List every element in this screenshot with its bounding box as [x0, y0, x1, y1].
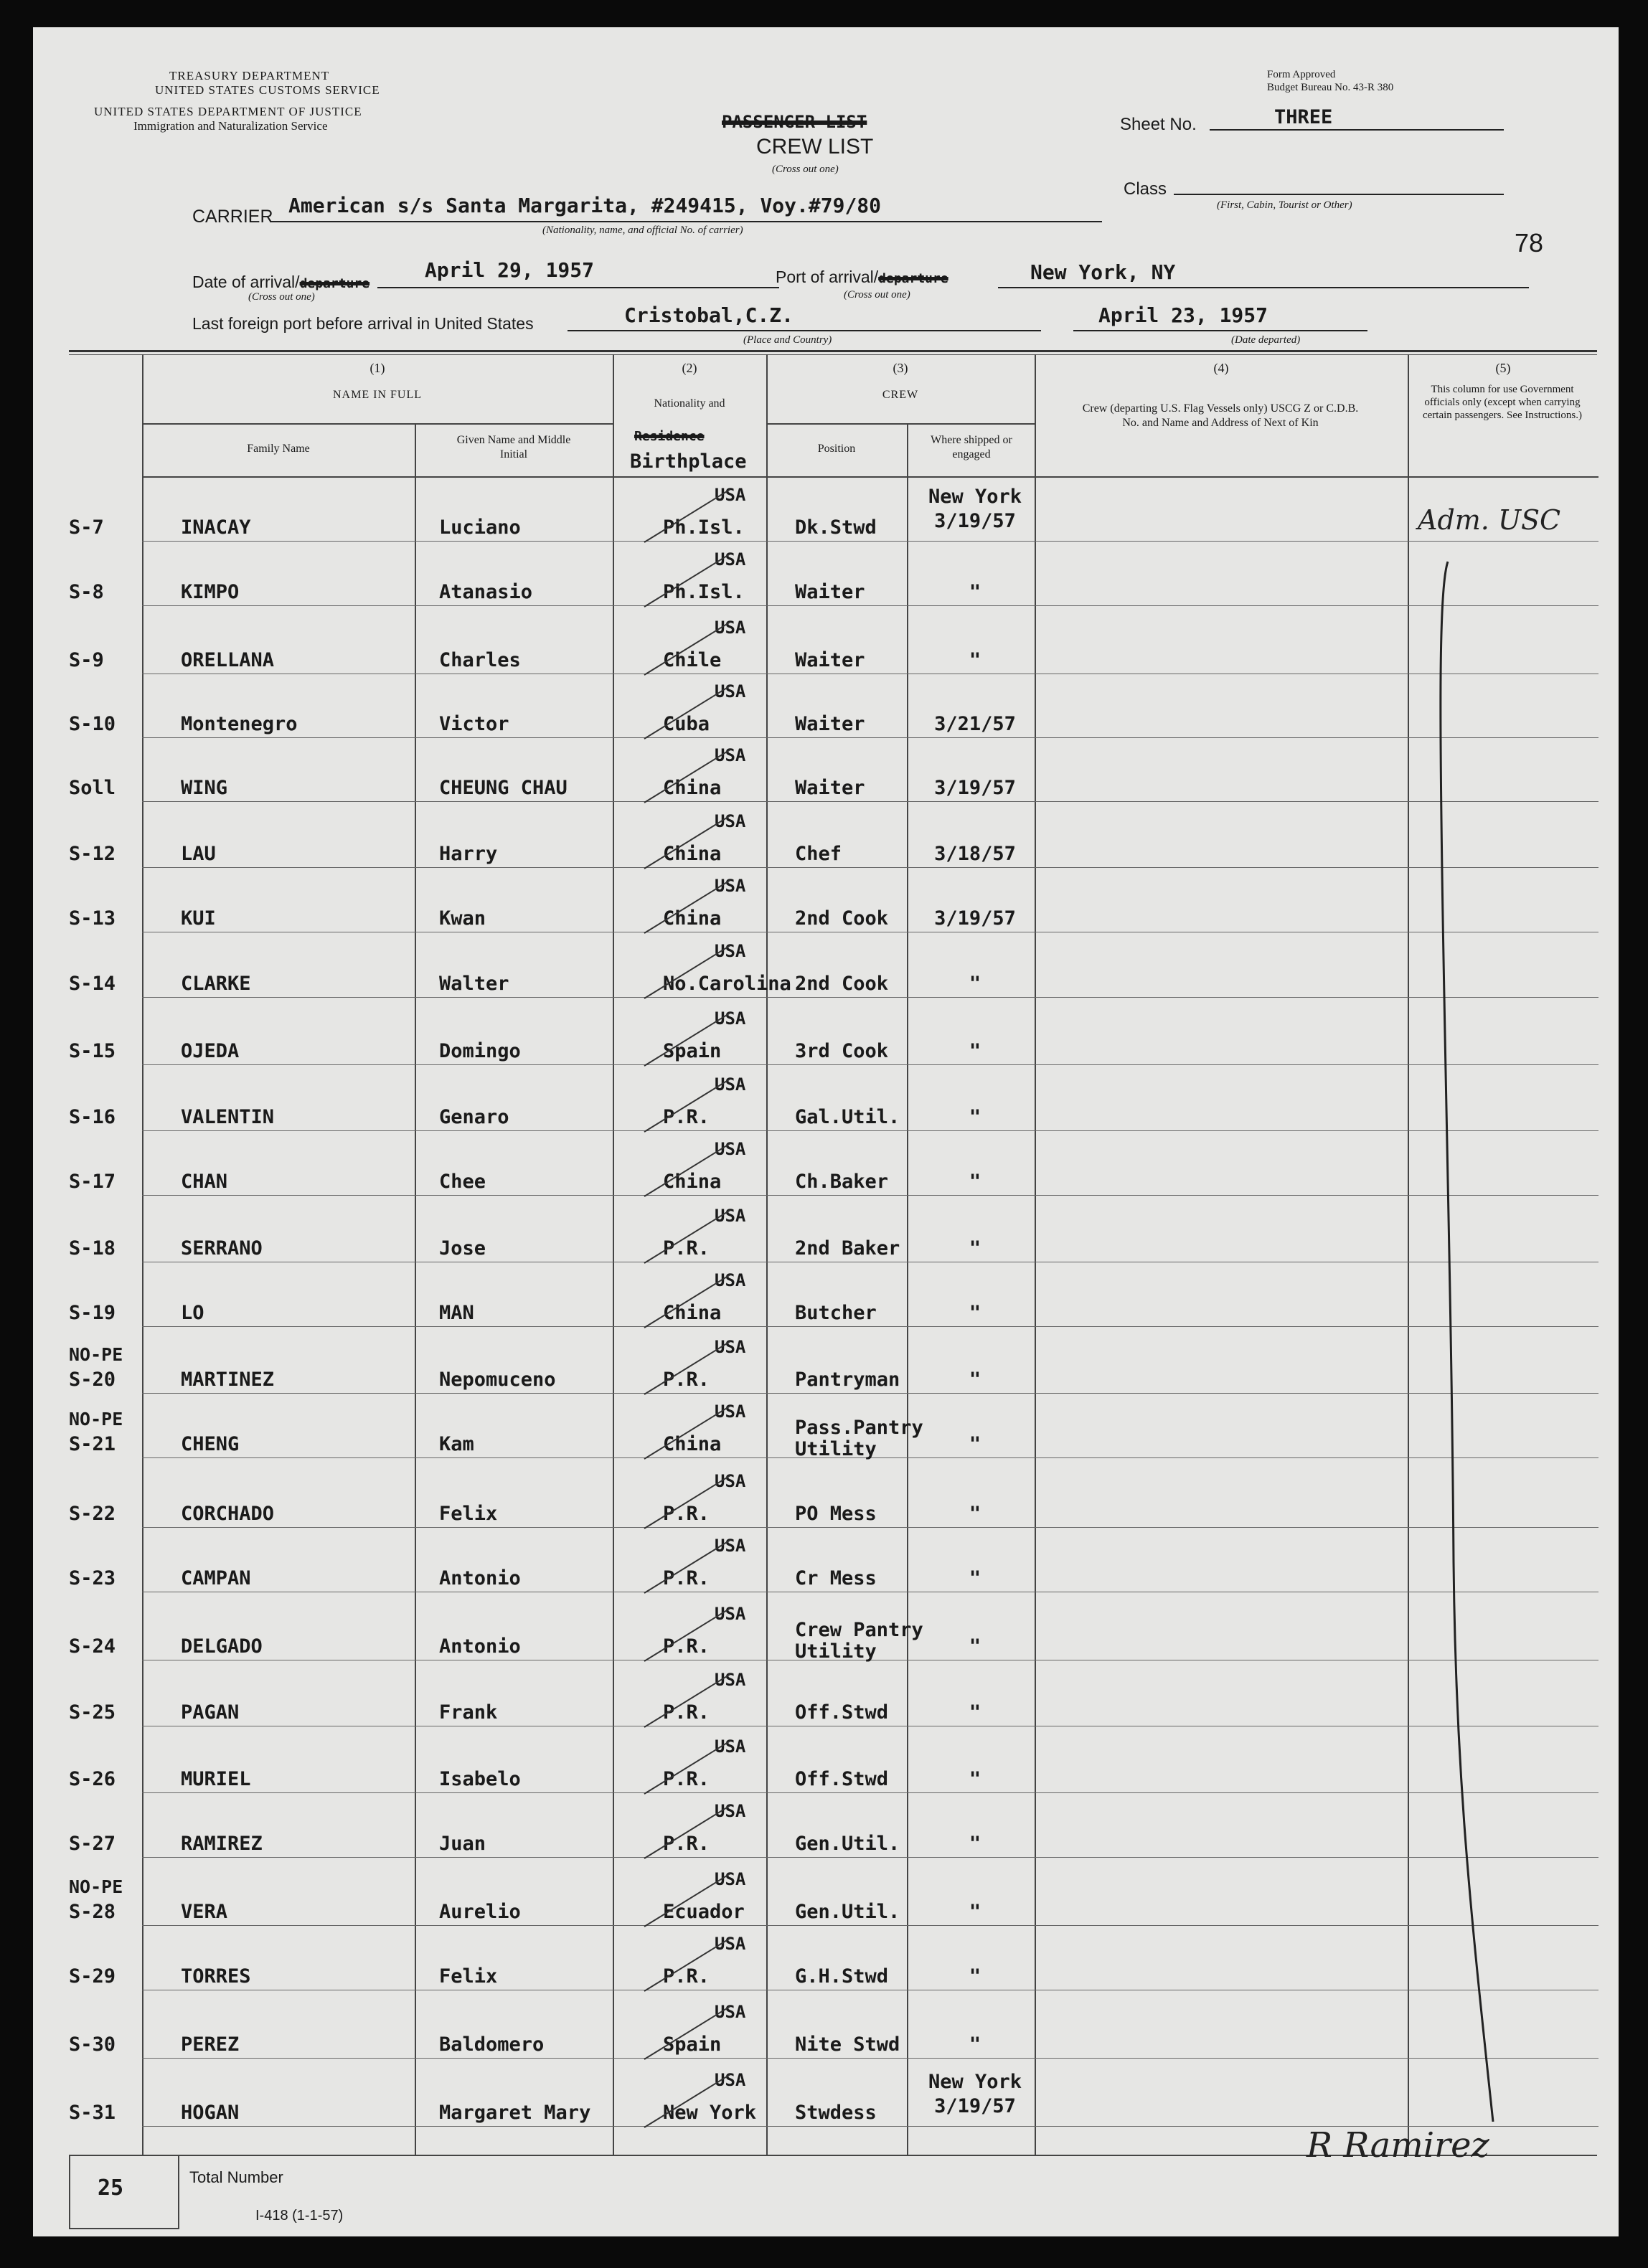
nationality-usa: USA	[715, 876, 746, 896]
row-separator	[142, 997, 1598, 998]
given-name: Juan	[439, 1833, 486, 1855]
family-name: KUI	[181, 907, 216, 930]
agency-line-1: TREASURY DEPARTMENT	[169, 69, 330, 82]
position: 2nd Cook	[795, 973, 889, 995]
position: Off.Stwd	[795, 1768, 889, 1790]
nationality-usa: USA	[715, 745, 746, 765]
where-engaged: "	[969, 973, 981, 995]
where-engaged: "	[969, 581, 981, 603]
birthplace: Cuba	[663, 713, 710, 735]
nationality-usa: USA	[715, 1536, 746, 1556]
position: Waiter	[795, 777, 865, 799]
where-engaged: New York 3/19/57	[928, 2071, 1022, 2117]
birthplace: China	[663, 843, 722, 865]
where-engaged: "	[969, 1302, 981, 1324]
row-number: S-9	[69, 649, 104, 671]
where-engaged: "	[969, 1965, 981, 1988]
where-engaged: "	[969, 1171, 981, 1193]
col2-num: (2)	[682, 361, 697, 375]
birthplace: Ph.Isl.	[663, 581, 745, 603]
nationality-check-mark	[637, 1269, 738, 1333]
nationality-usa: USA	[715, 1270, 746, 1290]
col-line-5	[1408, 354, 1409, 2155]
nationality-check-mark	[637, 1534, 738, 1599]
col5-num: (5)	[1495, 361, 1511, 375]
family-name: CLARKE	[181, 973, 251, 995]
birthplace: Chile	[663, 649, 722, 671]
given-name: CHEUNG CHAU	[439, 777, 568, 799]
nationality-usa: USA	[715, 941, 746, 961]
nationality-usa: USA	[715, 1139, 746, 1159]
nationality-check-mark	[637, 1800, 738, 1864]
where-engaged: New York 3/19/57	[928, 486, 1022, 532]
last-port-label: Last foreign port before arrival in United States	[192, 314, 534, 333]
position: Waiter	[795, 649, 865, 671]
nationality-check-mark	[637, 1735, 738, 1800]
given-name: Harry	[439, 843, 498, 865]
row-separator	[142, 605, 1598, 606]
row-number: S-18	[69, 1237, 116, 1260]
nationality-usa: USA	[715, 811, 746, 831]
nationality-check-mark	[637, 548, 738, 613]
nationality-check-mark	[637, 744, 738, 808]
family-name: KIMPO	[181, 581, 240, 603]
position: PO Mess	[795, 1503, 877, 1525]
row-number: S-20	[69, 1369, 116, 1391]
family-name: HOGAN	[181, 2102, 240, 2124]
given-name: Victor	[439, 713, 509, 735]
nationality-usa: USA	[715, 1801, 746, 1821]
carrier-underline	[270, 221, 1102, 222]
carrier-note: (Nationality, name, and official No. of carrier)	[542, 225, 743, 236]
where-engaged: 3/19/57	[934, 907, 1016, 930]
row-separator	[142, 1857, 1598, 1858]
row-number: S-19	[69, 1302, 116, 1324]
col2-birthplace: Birthplace	[630, 450, 747, 473]
row-number: S-16	[69, 1106, 116, 1128]
nationality-usa: USA	[715, 1206, 746, 1226]
row-number: S-14	[69, 973, 116, 995]
col1-given-name: Given Name and Middle Initial	[456, 434, 571, 460]
nationality-check-mark	[637, 483, 738, 548]
position: Waiter	[795, 713, 865, 735]
given-name: Chee	[439, 1171, 486, 1193]
family-name: MURIEL	[181, 1768, 251, 1790]
where-engaged: 3/18/57	[934, 843, 1016, 865]
nationality-check-mark	[637, 1007, 738, 1072]
sheet-underline	[1210, 129, 1504, 131]
where-engaged: "	[969, 1833, 981, 1855]
birthplace: No.Carolina	[663, 973, 791, 995]
nationality-check-mark	[637, 680, 738, 745]
col3-title: CREW	[882, 389, 919, 401]
hdr-bottom-line	[142, 476, 1598, 478]
given-name: Frank	[439, 1701, 498, 1724]
page-number: 78	[1515, 228, 1544, 257]
row-number: S-17	[69, 1171, 116, 1193]
row-number: S-26	[69, 1768, 116, 1790]
given-name: Antonio	[439, 1567, 521, 1589]
row-separator	[142, 1326, 1598, 1327]
agency-line-4: Immigration and Naturalization Service	[133, 119, 328, 133]
nationality-usa: USA	[715, 1008, 746, 1029]
row-pe-mark: NO-PE	[69, 1876, 123, 1897]
given-name: Antonio	[439, 1635, 521, 1658]
family-name: PAGAN	[181, 1701, 240, 1724]
nationality-usa: USA	[715, 1337, 746, 1357]
position: 2nd Cook	[795, 907, 889, 930]
row-number: S-21	[69, 1433, 116, 1455]
position: Waiter	[795, 581, 865, 603]
position: Gal.Util.	[795, 1106, 900, 1128]
birthplace: Ph.Isl.	[663, 516, 745, 539]
last-port-date-underline	[1073, 330, 1367, 331]
row-number: S-25	[69, 1701, 116, 1724]
agency-line-2: UNITED STATES CUSTOMS SERVICE	[155, 83, 380, 97]
class-note: (First, Cabin, Tourist or Other)	[1217, 199, 1352, 211]
form-approved: Form Approved	[1267, 69, 1336, 80]
nationality-usa: USA	[715, 1934, 746, 1954]
family-name: RAMIREZ	[181, 1833, 263, 1855]
crew-list-title: CREW LIST	[756, 135, 874, 159]
column5-long-stroke	[1432, 558, 1518, 2136]
birthplace: P.R.	[663, 1237, 710, 1260]
family-name: Montenegro	[181, 713, 298, 735]
given-name: Jose	[439, 1237, 486, 1260]
given-name: Kam	[439, 1433, 474, 1455]
where-engaged: "	[969, 1567, 981, 1589]
col4-title: Crew (departing U.S. Flag Vessels only) USCG Z or C.D.B. No. and Name and Address of Next of Kin	[1082, 402, 1359, 429]
birthplace: China	[663, 777, 722, 799]
col-line-3b	[907, 423, 908, 2155]
where-engaged: "	[969, 649, 981, 671]
col4-num: (4)	[1213, 361, 1229, 375]
position: Stwdess	[795, 2102, 877, 2124]
date-arrival-underline	[377, 287, 779, 288]
row-separator	[142, 1527, 1598, 1528]
position: Off.Stwd	[795, 1701, 889, 1724]
birthplace: P.R.	[663, 1567, 710, 1589]
where-engaged: "	[969, 1237, 981, 1260]
position: Pass.Pantry Utility	[795, 1417, 923, 1460]
row-separator	[142, 541, 1598, 542]
birthplace: Spain	[663, 2033, 722, 2056]
row-separator	[142, 1393, 1598, 1394]
col-line-2	[613, 354, 614, 2155]
position: 2nd Baker	[795, 1237, 900, 1260]
given-name: Felix	[439, 1965, 498, 1988]
port-arrival-label: Port of arrival/departure	[776, 268, 948, 286]
where-engaged: "	[969, 1369, 981, 1391]
table-top-border-2	[69, 354, 1597, 355]
birthplace: P.R.	[663, 1106, 710, 1128]
family-name: PEREZ	[181, 2033, 240, 2056]
col2-title: Nationality and	[654, 397, 725, 410]
birthplace: P.R.	[663, 1768, 710, 1790]
nationality-check-mark	[637, 2069, 738, 2133]
row-number: S-13	[69, 907, 116, 930]
where-engaged: 3/21/57	[934, 713, 1016, 735]
nationality-usa: USA	[715, 2070, 746, 2090]
total-label: Total Number	[189, 2168, 283, 2186]
col3-position: Position	[817, 443, 856, 455]
birthplace: China	[663, 907, 722, 930]
row-separator	[142, 737, 1598, 738]
nationality-check-mark	[637, 2000, 738, 2065]
position: 3rd Cook	[795, 1040, 889, 1062]
hdr-line-3	[766, 423, 1035, 425]
row-number: S-8	[69, 581, 104, 603]
carrier-value: American s/s Santa Margarita, #249415, Voy.#79/80	[288, 194, 882, 217]
carrier-label: CARRIER	[192, 207, 273, 227]
total-box	[69, 2156, 179, 2229]
birthplace: Ecuador	[663, 1901, 745, 1923]
hdr-line-1	[142, 423, 613, 425]
row-separator	[142, 1195, 1598, 1196]
birthplace: P.R.	[663, 1965, 710, 1988]
where-engaged: 3/19/57	[934, 777, 1016, 799]
given-name: Kwan	[439, 907, 486, 930]
birthplace: China	[663, 1302, 722, 1324]
sheet-label: Sheet No.	[1120, 115, 1197, 134]
last-port-date-note: (Date departed)	[1231, 334, 1301, 346]
last-port-value: Cristobal,C.Z.	[624, 303, 794, 327]
col2-residence-struck: Residence	[634, 429, 705, 444]
birthplace: New York	[663, 2102, 757, 2124]
nationality-check-mark	[637, 1602, 738, 1667]
nationality-check-mark	[637, 1138, 738, 1202]
last-port-note: (Place and Country)	[743, 334, 832, 346]
nationality-usa: USA	[715, 681, 746, 701]
birthplace: P.R.	[663, 1503, 710, 1525]
col5-title: This column for use Government officials only (except when carrying certain passengers. See Instructions.)	[1422, 384, 1582, 421]
birthplace: China	[663, 1171, 722, 1193]
family-name: CHENG	[181, 1433, 240, 1455]
family-name: CORCHADO	[181, 1503, 275, 1525]
family-name: INACAY	[181, 516, 251, 539]
col-line-1b	[415, 423, 416, 2155]
port-arrival-note: (Cross out one)	[844, 289, 910, 301]
row-separator	[142, 1925, 1598, 1926]
where-engaged: "	[969, 1635, 981, 1658]
row-separator	[142, 2058, 1598, 2059]
row-number: Soll	[69, 777, 116, 799]
nationality-usa: USA	[715, 1471, 746, 1491]
total-value: 25	[98, 2175, 124, 2201]
position: Butcher	[795, 1302, 877, 1324]
row-separator	[142, 1130, 1598, 1131]
nationality-usa: USA	[715, 1402, 746, 1422]
agency-line-3: UNITED STATES DEPARTMENT OF JUSTICE	[94, 105, 362, 118]
family-name: VERA	[181, 1901, 228, 1923]
family-name: LO	[181, 1302, 204, 1324]
row-number: S-15	[69, 1040, 116, 1062]
nationality-usa: USA	[715, 1869, 746, 1889]
family-name: CAMPAN	[181, 1567, 251, 1589]
position: Ch.Baker	[795, 1171, 889, 1193]
row-number: S-24	[69, 1635, 116, 1658]
last-port-date-value: April 23, 1957	[1098, 303, 1268, 327]
position: G.H.Stwd	[795, 1965, 889, 1988]
family-name: OJEDA	[181, 1040, 240, 1062]
given-name: MAN	[439, 1302, 474, 1324]
port-arrival-value: New York, NY	[1030, 260, 1176, 284]
nationality-check-mark	[637, 810, 738, 874]
where-engaged: "	[969, 1701, 981, 1724]
row-number: S-10	[69, 713, 116, 735]
given-name: Charles	[439, 649, 521, 671]
col1-family-name: Family Name	[247, 443, 310, 455]
given-name: Margaret Mary	[439, 2102, 591, 2124]
row-number: S-23	[69, 1567, 116, 1589]
birthplace: P.R.	[663, 1369, 710, 1391]
table-top-border	[69, 350, 1597, 352]
nationality-check-mark	[637, 1400, 738, 1465]
given-name: Aurelio	[439, 1901, 521, 1923]
where-engaged: "	[969, 1901, 981, 1923]
family-name: WING	[181, 777, 228, 799]
row-separator	[142, 1064, 1598, 1065]
form-id: I-418 (1-1-57)	[255, 2208, 344, 2224]
family-name: DELGADO	[181, 1635, 263, 1658]
date-arrival-note: (Cross out one)	[248, 291, 315, 303]
row-number: S-7	[69, 516, 104, 539]
given-name: Nepomuceno	[439, 1369, 556, 1391]
position: Gen.Util.	[795, 1833, 900, 1855]
given-name: Isabelo	[439, 1768, 521, 1790]
col1-title: NAME IN FULL	[333, 389, 422, 401]
birthplace: Spain	[663, 1040, 722, 1062]
sheet-value: THREE	[1274, 106, 1333, 128]
title-note: (Cross out one)	[772, 164, 839, 175]
given-name: Felix	[439, 1503, 498, 1525]
nationality-usa: USA	[715, 485, 746, 505]
nationality-usa: USA	[715, 549, 746, 570]
nationality-check-mark	[637, 940, 738, 1004]
row-pe-mark: NO-PE	[69, 1344, 123, 1365]
nationality-check-mark	[637, 1204, 738, 1269]
position: Cr Mess	[795, 1567, 877, 1589]
date-arrival-value: April 29, 1957	[425, 258, 595, 282]
given-name: Walter	[439, 973, 509, 995]
where-engaged: "	[969, 1768, 981, 1790]
row-pe-mark: NO-PE	[69, 1409, 123, 1430]
row-number: S-12	[69, 843, 116, 865]
row-number: S-30	[69, 2033, 116, 2056]
family-name: CHAN	[181, 1171, 228, 1193]
nationality-usa: USA	[715, 2002, 746, 2022]
position: Pantryman	[795, 1369, 900, 1391]
given-name: Baldomero	[439, 2033, 545, 2056]
row-separator	[142, 867, 1598, 868]
column5-note: Adm. USC	[1418, 504, 1561, 536]
signature: R Ramirez	[1306, 2125, 1489, 2165]
family-name: TORRES	[181, 1965, 251, 1988]
nationality-check-mark	[637, 1668, 738, 1733]
nationality-check-mark	[637, 1336, 738, 1400]
where-engaged: "	[969, 2033, 981, 2056]
birthplace: China	[663, 1433, 722, 1455]
col-line-3	[766, 354, 768, 2155]
position: Gen.Util.	[795, 1901, 900, 1923]
position: Crew Pantry Utility	[795, 1619, 923, 1663]
row-separator	[142, 801, 1598, 802]
where-engaged: "	[969, 1106, 981, 1128]
port-arrival-underline	[998, 287, 1529, 288]
given-name: Genaro	[439, 1106, 509, 1128]
birthplace: P.R.	[663, 1701, 710, 1724]
where-engaged: "	[969, 1433, 981, 1455]
class-underline	[1174, 194, 1504, 195]
row-number: S-27	[69, 1833, 116, 1855]
position: Nite Stwd	[795, 2033, 900, 2056]
col3-num: (3)	[893, 361, 908, 375]
last-port-underline	[568, 330, 1041, 331]
family-name: ORELLANA	[181, 649, 275, 671]
nationality-check-mark	[637, 1932, 738, 1997]
row-separator	[142, 1792, 1598, 1793]
row-number: S-29	[69, 1965, 116, 1988]
budget-bureau: Budget Bureau No. 43-R 380	[1267, 82, 1394, 93]
birthplace: P.R.	[663, 1833, 710, 1855]
col3-where: Where shipped or engaged	[931, 434, 1012, 460]
nationality-usa: USA	[715, 1737, 746, 1757]
family-name: LAU	[181, 843, 216, 865]
col1-num: (1)	[369, 361, 385, 375]
family-name: SERRANO	[181, 1237, 263, 1260]
given-name: Atanasio	[439, 581, 533, 603]
position: Chef	[795, 843, 842, 865]
nationality-check-mark	[637, 1868, 738, 1932]
class-label: Class	[1124, 179, 1167, 199]
nationality-usa: USA	[715, 618, 746, 638]
row-number: S-28	[69, 1901, 116, 1923]
family-name: VALENTIN	[181, 1106, 275, 1128]
passenger-list-struck: PASSENGER LIST	[722, 112, 867, 132]
family-name: MARTINEZ	[181, 1369, 275, 1391]
nationality-usa: USA	[715, 1074, 746, 1095]
date-arrival-label: Date of arrival/departure	[192, 273, 370, 291]
nationality-check-mark	[637, 616, 738, 681]
position: Dk.Stwd	[795, 516, 877, 539]
birthplace: P.R.	[663, 1635, 710, 1658]
row-number: S-22	[69, 1503, 116, 1525]
nationality-check-mark	[637, 874, 738, 939]
where-engaged: "	[969, 1040, 981, 1062]
nationality-check-mark	[637, 1470, 738, 1534]
nationality-check-mark	[637, 1073, 738, 1138]
given-name: Luciano	[439, 516, 521, 539]
given-name: Domingo	[439, 1040, 521, 1062]
nationality-usa: USA	[715, 1670, 746, 1690]
crew-list-form	[33, 27, 1619, 2236]
where-engaged: "	[969, 1503, 981, 1525]
row-number: S-31	[69, 2102, 116, 2124]
nationality-usa: USA	[715, 1604, 746, 1624]
